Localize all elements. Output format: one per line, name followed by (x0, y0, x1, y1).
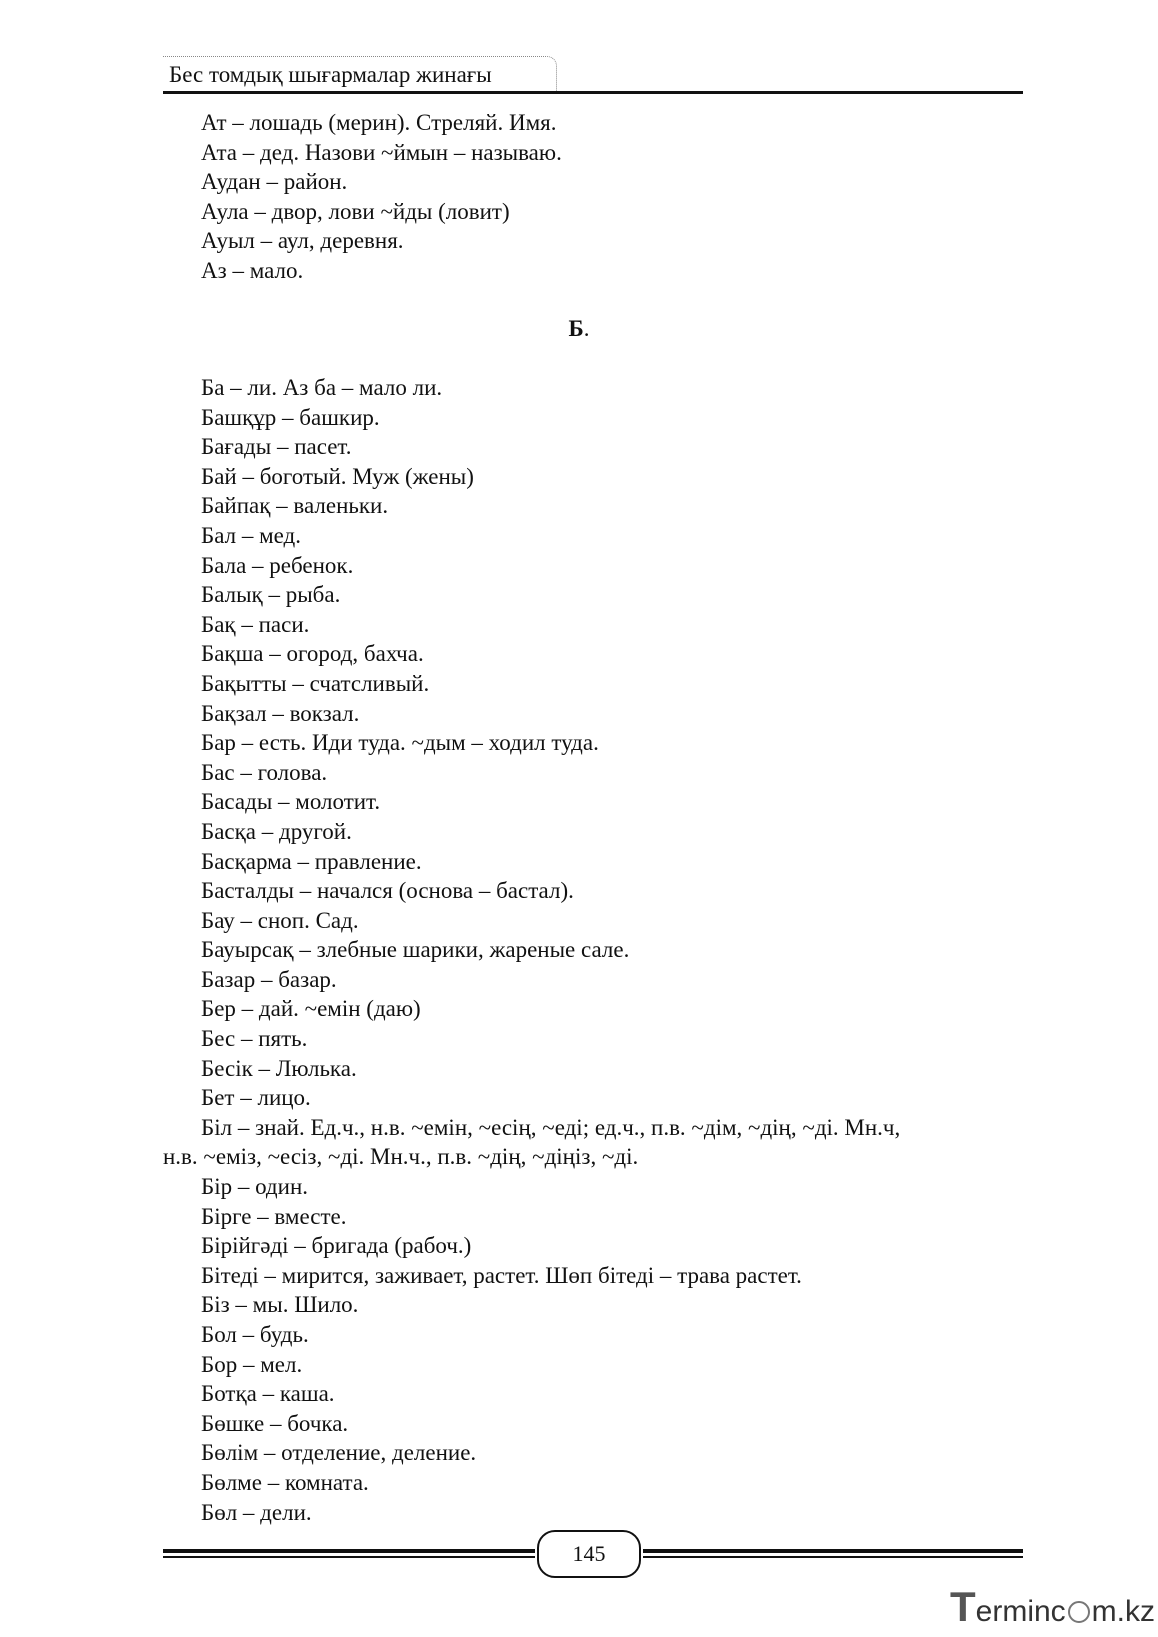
section-letter: Б (568, 316, 584, 341)
dictionary-entry: Басады – молотит. (201, 789, 381, 815)
dictionary-entry: Бас – голова. (201, 759, 328, 785)
watermark-part1: erminc (975, 1595, 1066, 1628)
footer-rule-right-thin (643, 1556, 1023, 1558)
footer-rule-left-thick (163, 1549, 535, 1553)
dictionary-entry: Бауырсақ – злебные шарики, жареные сале. (201, 937, 630, 963)
dictionary-entry: Бай – боготый. Муж (жены) (201, 463, 474, 489)
running-header (163, 56, 1023, 96)
dictionary-entry: Бор – мел. (201, 1351, 303, 1377)
watermark-logo (950, 1583, 1155, 1630)
dictionary-entry: Бол – будь. (201, 1322, 309, 1347)
dictionary-entry: Бөлме – комната. (201, 1469, 369, 1495)
dictionary-entry: Бірге – вместе. (201, 1203, 347, 1229)
entry-bil-line1: Біл – знай. Ед.ч., н.в. ~емін, ~есің, ~еді; ед.ч., п.в. ~дім, ~дің, ~ді. Мн.ч, (201, 1114, 901, 1140)
dictionary-entry: Бақытты – счатсливый. (201, 670, 430, 696)
dictionary-entry: Басталды – начался (основа – бастал). (201, 878, 574, 904)
header-title: Бес томдық шығармалар жинағы (169, 62, 492, 87)
dictionary-entry: Бақ – паси. (201, 611, 310, 637)
dictionary-entry: Бірійгәді – бригада (рабоч.) (201, 1233, 472, 1259)
dictionary-entry: Бет – лицо. (201, 1085, 311, 1111)
entries-b-list (163, 373, 1025, 1527)
section-heading-b (0, 316, 1158, 342)
dictionary-entry: Аула – двор, лови ~йды (ловит) (201, 198, 510, 224)
dictionary-entry: Біз – мы. Шило. (201, 1292, 359, 1318)
dictionary-entry: Бақзал – вокзал. (201, 700, 360, 726)
dictionary-entry: Бақша – огород, бахча. (201, 641, 424, 667)
dictionary-entry: Басқарма – правление. (201, 848, 422, 874)
dictionary-entry: Бөл – дели. (201, 1499, 312, 1525)
entries-a-list (163, 108, 1025, 286)
dictionary-entry: Байпақ – валеньки. (201, 493, 389, 519)
dictionary-entry: Ауыл – аул, деревня. (201, 228, 404, 254)
dictionary-entry: Бір – один. (201, 1174, 309, 1200)
dictionary-entry: Бар – есть. Иди туда. ~дым – ходил туда. (201, 730, 599, 756)
dictionary-entry: Басқа – другой. (201, 818, 352, 844)
dictionary-entry: Ат – лошадь (мерин). Стреляй. Имя. (201, 110, 557, 135)
footer-rule-right-thick (643, 1549, 1023, 1553)
dictionary-entry: Ботқа – каша. (201, 1381, 335, 1407)
entry-bil-line2: н.в. ~еміз, ~есіз, ~ді. Мн.ч., п.в. ~дің, ~діңіз, ~ді. (163, 1144, 639, 1170)
dictionary-entry: Бер – дай. ~емін (даю) (201, 996, 421, 1022)
watermark-t: T (950, 1583, 976, 1630)
dictionary-entry: Бес – пять. (201, 1026, 308, 1052)
dictionary-entry: Бала – ребенок. (201, 552, 354, 578)
dictionary-entry: Ба – ли. Аз ба – мало ли. (201, 375, 443, 400)
dictionary-entry: Аз – мало. (201, 257, 304, 283)
footer-rule-left-thin (163, 1556, 535, 1558)
dictionary-entry: Бөлім – отделение, деление. (201, 1440, 477, 1466)
dictionary-entry: Бал – мед. (201, 522, 302, 548)
dictionary-entry: Бағады – пасет. (201, 434, 352, 460)
magnifier-icon (1068, 1601, 1090, 1623)
dictionary-entry: Бөшке – бочка. (201, 1410, 349, 1436)
dictionary-entry: Базар – базар. (201, 966, 337, 992)
dictionary-entry: Бітеді – мирится, заживает, растет. Шөп бітеді – трава растет. (201, 1262, 802, 1288)
dictionary-entry: Башқұр – башкир. (201, 404, 380, 430)
dictionary-entry: Бау – сноп. Сад. (201, 907, 359, 933)
watermark-part2: m.kz (1091, 1595, 1155, 1628)
header-rule (163, 91, 1023, 94)
dictionary-entry: Ата – дед. Назови ~ймын – называю. (201, 139, 562, 165)
dictionary-entry: Аудан – район. (201, 169, 348, 195)
page-footer (163, 1530, 1023, 1580)
section-letter-dot: . (583, 316, 590, 341)
dictionary-entry: Балық – рыба. (201, 582, 341, 608)
page-number: 145 (537, 1530, 641, 1578)
dictionary-entry: Бесік – Люлька. (201, 1055, 357, 1081)
